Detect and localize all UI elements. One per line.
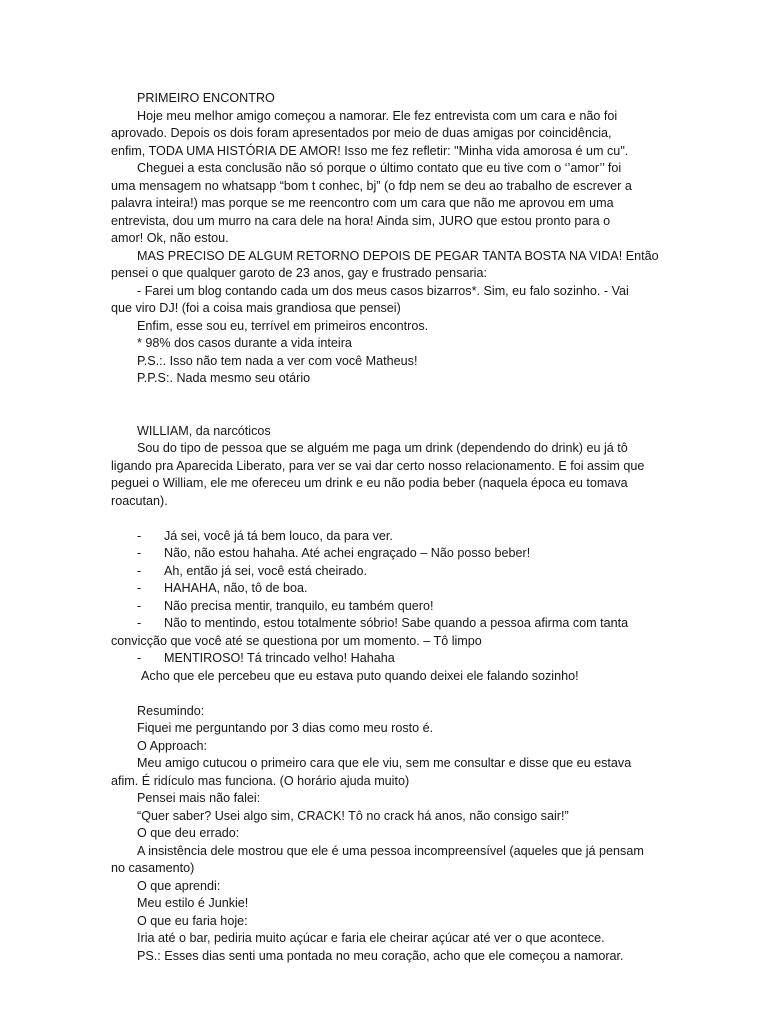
paragraph-line: Enfim, esse sou eu, terrível em primeiros encontros.: [137, 318, 429, 333]
paragraph-line: aprovado. Depois os dois foram apresentados por meio de duas amigas por coincidência,: [111, 126, 612, 140]
summary-heading: Resumindo:: [137, 703, 205, 718]
paragraph-line: amor! Ok, não estou.: [111, 231, 229, 245]
summary-line: “Quer saber? Usei algo sim, CRACK! Tô no crack há anos, não consigo sair!”: [137, 808, 569, 823]
dialog-text: HAHAHA, não, tô de boa.: [164, 581, 308, 595]
dash-bullet: -: [137, 616, 142, 630]
dialog-item: [111, 615, 636, 633]
paragraph-line: uma mensagem no whatsapp “bom t conhec, bj” (o fdp nem se deu ao trabalho de escrever a: [111, 178, 632, 193]
summary-line: no casamento): [111, 861, 195, 875]
summary-heading: O que eu faria hoje:: [137, 913, 248, 928]
summary-line: Meu estilo é Junkie!: [137, 896, 249, 910]
summary-line: Fiquei me perguntando por 3 dias como meu rosto é.: [137, 721, 434, 735]
section-title-primeiro-encontro: PRIMEIRO ENCONTRO: [137, 91, 275, 105]
summary-heading: O que aprendi:: [137, 878, 221, 893]
dialog-item: [111, 528, 636, 546]
paragraph-spacer: [111, 510, 636, 528]
summary-line: Meu amigo cutucou o primeiro cara que ele viu, sem me consultar e disse que eu estava: [137, 756, 632, 770]
paragraph-line: entrevista, dou um murro na cara dele na hora! Ainda sim, JURO que estou pronto para o: [111, 213, 611, 228]
dialog-text: Ah, então já sei, você está cheirado.: [164, 563, 368, 578]
dialog-item: [111, 580, 636, 598]
paragraph-line: ligando pra Aparecida Liberato, para ver se vai dar certo nosso relacionamento. E foi assim que: [111, 458, 645, 473]
dialog-item: [111, 598, 636, 616]
dialog-text: Não precisa mentir, tranquilo, eu também quero!: [164, 598, 434, 613]
dialog-item: [111, 545, 636, 563]
summary-line: afim. É ridículo mas funciona. (O horário ajuda muito): [111, 773, 410, 788]
dialog-text: Não to mentindo, estou totalmente sóbrio! Sabe quando a pessoa afirma com tanta: [164, 616, 629, 630]
paragraph-line: peguei o William, ele me ofereceu um drink e eu não podia beber (naquela época eu tomava: [111, 476, 628, 490]
dialog-continuation: convicção que você até se questiona por um momento. – Tô limpo: [111, 633, 482, 648]
summary-heading: Pensei mais não falei:: [137, 791, 261, 805]
summary-heading: O Approach:: [137, 738, 208, 753]
summary-line: Iria até o bar, pediria muito açúcar e faria ele cheirar açúcar até ver o que acontece.: [137, 931, 605, 945]
dialog-text: Já sei, você já tá bem louco, da para ver.: [164, 528, 393, 543]
summary-line: A insistência dele mostrou que ele é uma pessoa incompreensível (aqueles que já pensam: [137, 843, 644, 858]
paragraph-line: Sou do tipo de pessoa que se alguém me paga um drink (dependendo do drink) eu já tô: [137, 441, 628, 455]
pps-line: P.P.S:. Nada mesmo seu otário: [137, 371, 311, 385]
dash-bullet: -: [137, 563, 142, 578]
dash-bullet: -: [137, 546, 142, 560]
paragraph-line: palavra inteira!) mas porque se me reencontro com um cara que não me aprovou em uma: [111, 196, 614, 210]
dialog-text: Não, não estou hahaha. Até achei engraçado – Não posso beber!: [164, 546, 531, 560]
paragraph-line: roacutan).: [111, 493, 168, 508]
summary-heading: O que deu errado:: [137, 826, 240, 840]
dash-bullet: -: [137, 528, 142, 543]
paragraph-line: Cheguei a esta conclusão não só porque o último contato que eu tive com o ‘’amor’’ foi: [137, 161, 622, 175]
footnote-line: * 98% dos casos durante a vida inteira: [137, 336, 352, 350]
dash-bullet: -: [137, 598, 142, 613]
after-dialog-line: Acho que ele percebeu que eu estava puto quando deixei ele falando sozinho!: [141, 668, 579, 683]
ps-line: PS.: Esses dias senti uma pontada no meu coração, acho que ele começou a namorar.: [137, 948, 624, 963]
paragraph-line: MAS PRECISO DE ALGUM RETORNO DEPOIS DE PEGAR TANTA BOSTA NA VIDA! Então: [137, 248, 659, 263]
paragraph-spacer: [111, 685, 636, 703]
section-spacer: [111, 388, 636, 423]
paragraph-line: - Farei um blog contando cada um dos meus casos bizarros*. Sim, eu falo sozinho. - Vai: [137, 283, 629, 298]
paragraph-line: Hoje meu melhor amigo começou a namorar. Ele fez entrevista com um cara e não foi: [137, 108, 618, 123]
dash-bullet: -: [137, 651, 142, 665]
paragraph-line: pensei o que qualquer garoto de 23 anos, gay e frustrado pensaria:: [111, 266, 487, 280]
paragraph-line: que viro DJ! (foi a coisa mais grandiosa que pensei): [111, 301, 401, 315]
ps-line: P.S.:. Isso não tem nada a ver com você Matheus!: [137, 353, 418, 368]
paragraph-line: enfim, TODA UMA HISTÓRIA DE AMOR! Isso me fez refletir: "Minha vida amorosa é um cu".: [111, 143, 629, 158]
dialog-item: [111, 650, 636, 668]
section-title-william: WILLIAM, da narcóticos: [137, 423, 271, 438]
dialog-item: [111, 563, 636, 581]
dialog-text: MENTIROSO! Tá trincado velho! Hahaha: [164, 651, 395, 665]
dash-bullet: -: [137, 581, 142, 595]
